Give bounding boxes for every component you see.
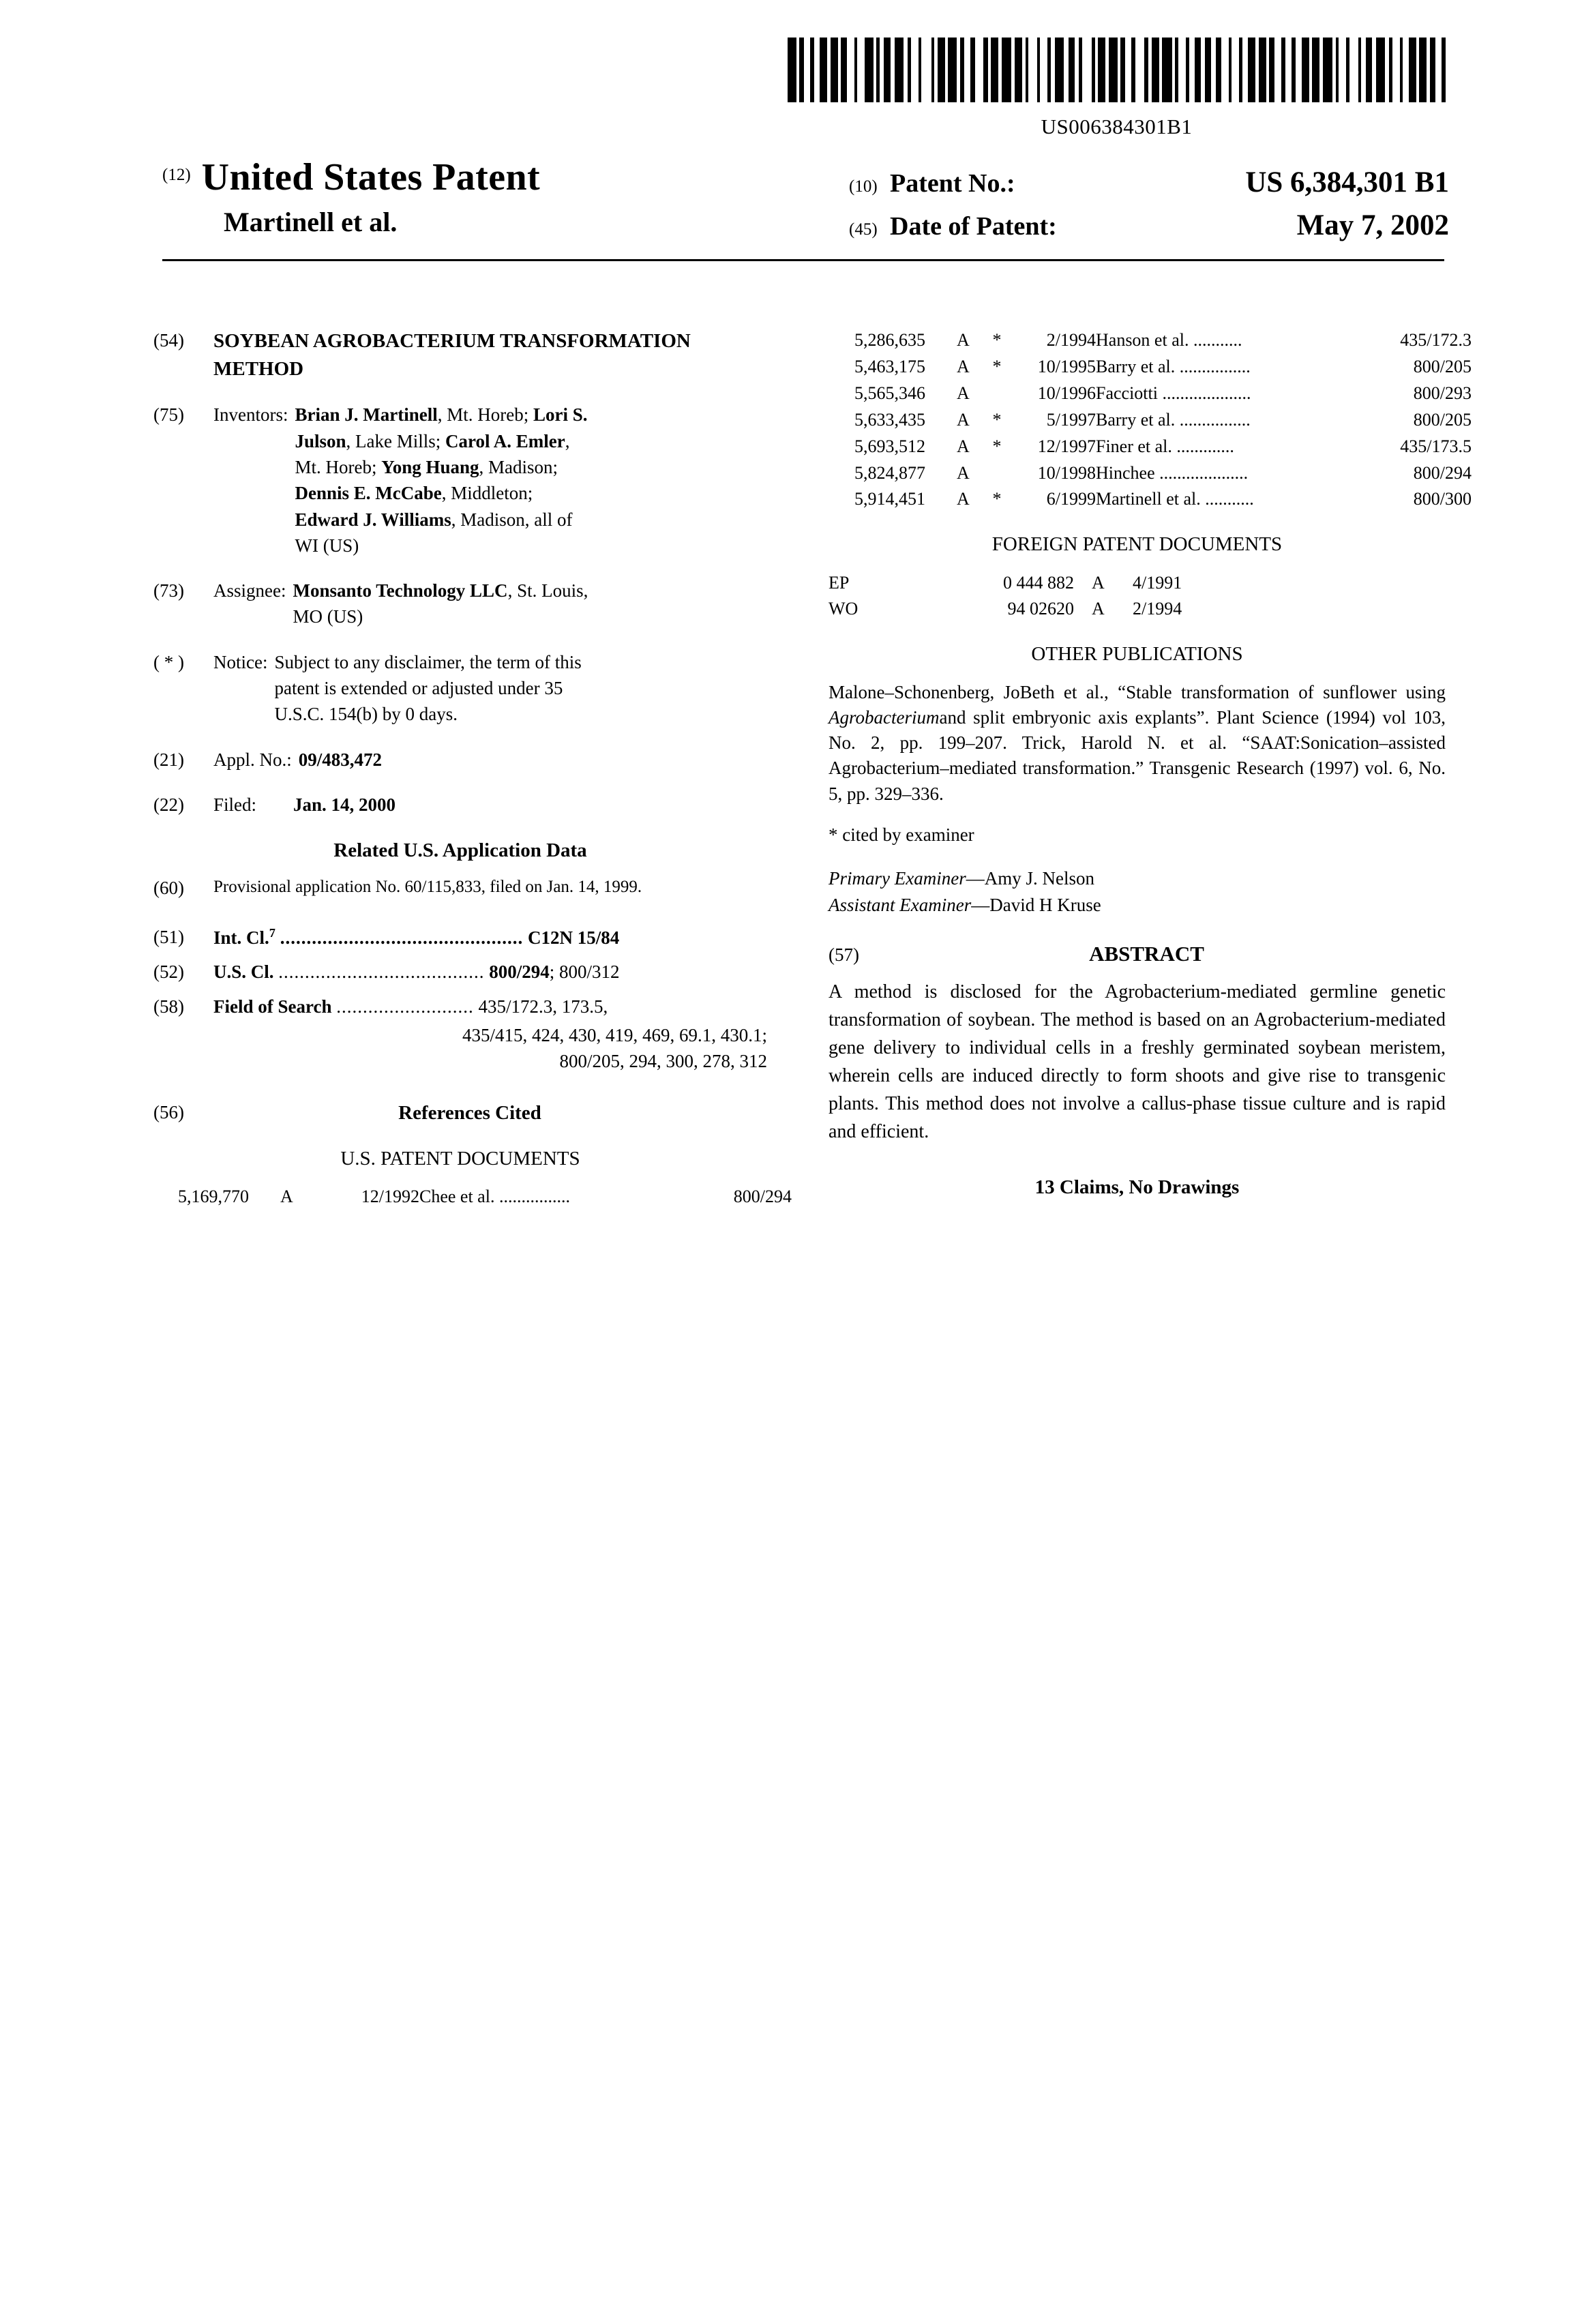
field-tag-58: (58): [153, 996, 184, 1017]
other-publications-text: [829, 680, 1446, 807]
field-tag-45: (45): [849, 220, 878, 239]
patent-number-row: [849, 166, 1449, 199]
notice-label: Notice:: [213, 651, 268, 672]
publication-text-part-1: Malone–Schonenberg, JoBeth et al., “Stable transformation of sunflower using: [829, 681, 1446, 702]
int-cl-superscript: 7: [269, 925, 275, 940]
notice-entry: [153, 649, 767, 728]
ref-patent-number: 5,463,175: [854, 356, 925, 376]
table-row: [854, 407, 1472, 434]
us-patent-documents-table-left: [178, 1184, 792, 1210]
int-cl-entry: [153, 924, 767, 951]
field-of-search-value: 435/172.3, 173.5,: [478, 996, 608, 1017]
us-cl-value-secondary: ; 800/312: [549, 962, 620, 983]
field-of-search-line: [213, 994, 767, 1019]
notice-line-2: patent is extended or adjusted under 35: [274, 678, 563, 699]
notice-line-3: U.S.C. 154(b) by 0 days.: [274, 704, 458, 725]
field-tag-51: (51): [153, 926, 184, 947]
table-row: [854, 327, 1472, 354]
assignee-label: Assignee:: [213, 580, 286, 601]
assistant-examiner-name: —David H Kruse: [971, 895, 1101, 916]
int-cl-dots: ..............................................: [280, 927, 524, 948]
field-tag-54: (54): [153, 330, 184, 351]
patent-number-value: US 6,384,301 B1: [1245, 166, 1449, 198]
foreign-documents-heading: FOREIGN PATENT DOCUMENTS: [991, 533, 1283, 556]
filed-date-value: Jan. 14, 2000: [293, 794, 396, 816]
invention-title: SOYBEAN AGROBACTERIUM TRANSFORMATION METHOD: [213, 330, 691, 380]
patent-date-row: [849, 209, 1449, 242]
text-line: Brian J. Martinell, Mt. Horeb; Lori S.: [295, 404, 588, 426]
us-patent-documents-heading: U.S. PATENT DOCUMENTS: [340, 1147, 580, 1170]
us-cl-line: [213, 959, 767, 985]
foreign-office: WO: [829, 599, 859, 619]
field-of-search-label: Field of Search: [213, 996, 332, 1017]
abstract-heading-row: [829, 939, 1446, 969]
primary-examiner-name: —Amy J. Nelson: [966, 868, 1094, 889]
assistant-examiner-line: [829, 892, 1446, 919]
table-row: [829, 570, 1446, 597]
filed-entry: [153, 792, 767, 818]
table-row: [854, 486, 1472, 513]
text-line: Monsanto Technology LLC, St. Louis,: [293, 580, 588, 601]
field-tag-57: (57): [829, 944, 859, 966]
field-tag-52: (52): [153, 962, 184, 983]
ref-class: 800/294: [1413, 462, 1472, 483]
header-right: [849, 166, 1449, 252]
ref-class: 800/205: [1413, 356, 1472, 376]
inventors-entry: [153, 402, 767, 558]
foreign-date: 4/1991: [1133, 572, 1182, 593]
text-line: Dennis E. McCabe, Middleton;: [295, 483, 533, 504]
field-tag-star: ( * ): [153, 651, 184, 672]
abstract-text: A method is disclosed for the Agrobacterium-mediated germline genetic transformation of soybean. The method is based on an Agrobacterium-mediated gene delivery to individual cells in a freshly germinated soybean meristem, wherein cells are induced directly to form shoots and give rise to transgenic plants. This method does not involve a callus-phase tissue culture and is rapid and efficient.: [829, 981, 1446, 1142]
invention-title-entry: [153, 327, 767, 383]
inventors-list: [295, 402, 767, 558]
text-line: Mt. Horeb; Yong Huang, Madison;: [295, 456, 558, 477]
int-cl-line: [213, 924, 767, 951]
ref-dots: ................: [1179, 356, 1251, 376]
table-row: [178, 1184, 792, 1210]
ref-date: 10/1996: [1037, 383, 1096, 403]
field-of-search-line-2: 435/415, 424, 430, 419, 469, 69.1, 430.1;: [462, 1024, 767, 1045]
table-row: [829, 596, 1446, 623]
abstract-heading: ABSTRACT: [1089, 942, 1204, 966]
ref-date: 12/1997: [1037, 436, 1096, 456]
inventors-label: Inventors:: [213, 404, 288, 426]
ref-class: 435/172.3: [1400, 330, 1472, 350]
foreign-patent-documents-table: [829, 570, 1446, 623]
ref-patent-number: 5,565,346: [854, 383, 925, 403]
ref-date: 10/1995: [1037, 356, 1096, 376]
int-cl-value: C12N 15/84: [527, 927, 620, 948]
table-row: [854, 460, 1472, 487]
ref-kind-code: A: [957, 356, 970, 376]
field-tag-22: (22): [153, 794, 184, 816]
barcode-number: US006384301B1: [1041, 115, 1193, 138]
ref-dots: ...........: [1193, 330, 1242, 350]
field-tag-21: (21): [153, 749, 184, 770]
barcode: [788, 38, 1446, 102]
text-line: MO (US): [293, 606, 363, 627]
ref-date: 5/1997: [1046, 409, 1096, 430]
ref-kind-code: A: [280, 1186, 293, 1206]
ref-kind-code: A: [957, 489, 970, 509]
int-cl-label: Int. Cl.: [213, 927, 269, 948]
ref-kind-code: A: [957, 409, 970, 430]
us-cl-dots: .......................................: [278, 962, 485, 983]
ref-date: 2/1994: [1046, 330, 1096, 350]
ref-patent-number: 5,693,512: [854, 436, 925, 456]
other-publications-heading: OTHER PUBLICATIONS: [1031, 643, 1243, 666]
field-of-search-dots: ..........................: [336, 996, 474, 1017]
assistant-examiner-label: Assistant Examiner: [829, 895, 972, 916]
ref-dots: ................: [498, 1186, 570, 1206]
right-column: [829, 327, 1472, 1202]
inventor-surname: Martinell et al.: [224, 207, 398, 237]
field-tag-56: (56): [153, 1101, 184, 1122]
ref-class: 800/300: [1413, 489, 1472, 509]
ref-patent-number: 5,824,877: [854, 462, 925, 483]
ref-patent-number: 5,169,770: [178, 1186, 249, 1206]
application-number-value: 09/483,472: [298, 749, 383, 770]
notice-text: [274, 649, 767, 728]
ref-kind-code: A: [957, 436, 970, 456]
ref-star: [309, 1184, 332, 1210]
ref-dots: ................: [1179, 409, 1251, 430]
foreign-number: 94 02620: [1007, 599, 1074, 619]
field-of-search-line-3: 800/205, 294, 300, 278, 312: [559, 1051, 767, 1072]
references-cited-heading: References Cited: [398, 1101, 541, 1124]
filed-label: Filed:: [213, 794, 257, 816]
assignee-value: [293, 578, 767, 630]
primary-examiner-line: [829, 865, 1446, 892]
header-left: [162, 155, 749, 238]
ref-kind-code: A: [957, 383, 970, 403]
ref-dots: ....................: [1159, 462, 1249, 483]
ref-name: Facciotti ....................: [1096, 383, 1251, 403]
ref-star: *: [992, 330, 1002, 350]
table-row: [854, 381, 1472, 407]
foreign-kind-code: A: [1092, 599, 1105, 619]
ref-kind-code: A: [957, 330, 970, 350]
ref-name: Barry et al. ................: [1096, 409, 1251, 430]
ref-patent-number: 5,286,635: [854, 330, 925, 350]
ref-class: 435/173.5: [1400, 436, 1472, 456]
ref-class: 800/294: [733, 1186, 792, 1206]
barcode-bars: [788, 38, 1446, 102]
ref-class: 800/205: [1413, 409, 1472, 430]
related-data-entry: [153, 875, 767, 901]
field-tag-60: (60): [153, 877, 184, 898]
ref-dots: ...........: [1205, 489, 1254, 509]
table-row: [854, 354, 1472, 381]
ref-dots: .............: [1176, 436, 1234, 456]
ref-date: 6/1999: [1046, 489, 1096, 509]
ref-patent-number: 5,914,451: [854, 489, 925, 509]
field-tag-73: (73): [153, 580, 184, 601]
left-column: [153, 327, 792, 1210]
application-number-label: Appl. No.:: [213, 749, 292, 770]
ref-name: Hinchee ....................: [1096, 462, 1249, 483]
ref-star: [985, 460, 1009, 487]
ref-dots: ....................: [1162, 383, 1251, 403]
ref-kind-code: A: [957, 462, 970, 483]
ref-name: Martinell et al. ...........: [1096, 489, 1254, 509]
ref-star: *: [992, 409, 1002, 430]
foreign-date: 2/1994: [1133, 599, 1182, 619]
foreign-kind-code: A: [1092, 572, 1105, 593]
us-cl-label: U.S. Cl.: [213, 962, 274, 983]
publication-text-part-2: and split embryonic axis explants”. Plant Science (1994) vol 103, No. 2, pp. 199–207. Trick, Harold N. et al. “SAAT:Sonication–assisted Agrobacterium–mediated transformation.” Transgenic Research (1997) vol. 6, No. 5, pp. 329–336.: [829, 706, 1446, 804]
field-tag-12: (12): [162, 166, 191, 184]
foreign-office: EP: [829, 572, 850, 593]
field-tag-10: (10): [849, 177, 878, 196]
text-line: Julson, Lake Mills; Carol A. Emler,: [295, 430, 570, 451]
us-cl-value: 800/294: [489, 962, 550, 983]
us-patent-documents-table-right: [854, 327, 1472, 513]
notice-line-1: Subject to any disclaimer, the term of this: [274, 651, 582, 672]
header-divider: [162, 259, 1444, 261]
application-number-entry: [153, 747, 767, 773]
ref-star: *: [992, 489, 1002, 509]
patent-date-label: Date of Patent:: [890, 212, 1057, 241]
ref-name: Chee et al. ................: [419, 1186, 570, 1206]
text-line: Edward J. Williams, Madison, all of: [295, 509, 573, 530]
ref-date: 10/1998: [1037, 462, 1096, 483]
us-cl-entry: [153, 959, 767, 985]
assignee-entry: [153, 578, 767, 630]
page-title: United States Patent: [201, 156, 541, 198]
references-cited-entry: [153, 1099, 767, 1127]
ref-name: Barry et al. ................: [1096, 356, 1251, 376]
ref-date: 12/1992: [361, 1186, 419, 1206]
publication-italic-term: Agrobacterium: [829, 706, 940, 728]
claims-summary: 13 Claims, No Drawings: [1034, 1176, 1240, 1198]
text-line: WI (US): [295, 535, 359, 556]
ref-name: Hanson et al. ...........: [1096, 330, 1242, 350]
patent-date-value: May 7, 2002: [1296, 209, 1449, 241]
cited-by-examiner-note: * cited by examiner: [829, 824, 974, 845]
ref-class: 800/293: [1413, 383, 1472, 403]
primary-examiner-label: Primary Examiner: [829, 868, 966, 889]
field-tag-75: (75): [153, 404, 184, 426]
related-data-text: Provisional application No. 60/115,833, filed on Jan. 14, 1999.: [213, 877, 642, 896]
ref-star: [985, 381, 1009, 407]
foreign-number: 0 444 882: [1003, 572, 1074, 593]
field-of-search-entry: [153, 994, 767, 1019]
patent-number-label: Patent No.:: [890, 169, 1015, 198]
ref-name: Finer et al. .............: [1096, 436, 1234, 456]
ref-patent-number: 5,633,435: [854, 409, 925, 430]
ref-star: *: [992, 356, 1002, 376]
ref-star: *: [992, 436, 1002, 456]
related-data-heading: Related U.S. Application Data: [333, 839, 587, 862]
table-row: [854, 434, 1472, 460]
